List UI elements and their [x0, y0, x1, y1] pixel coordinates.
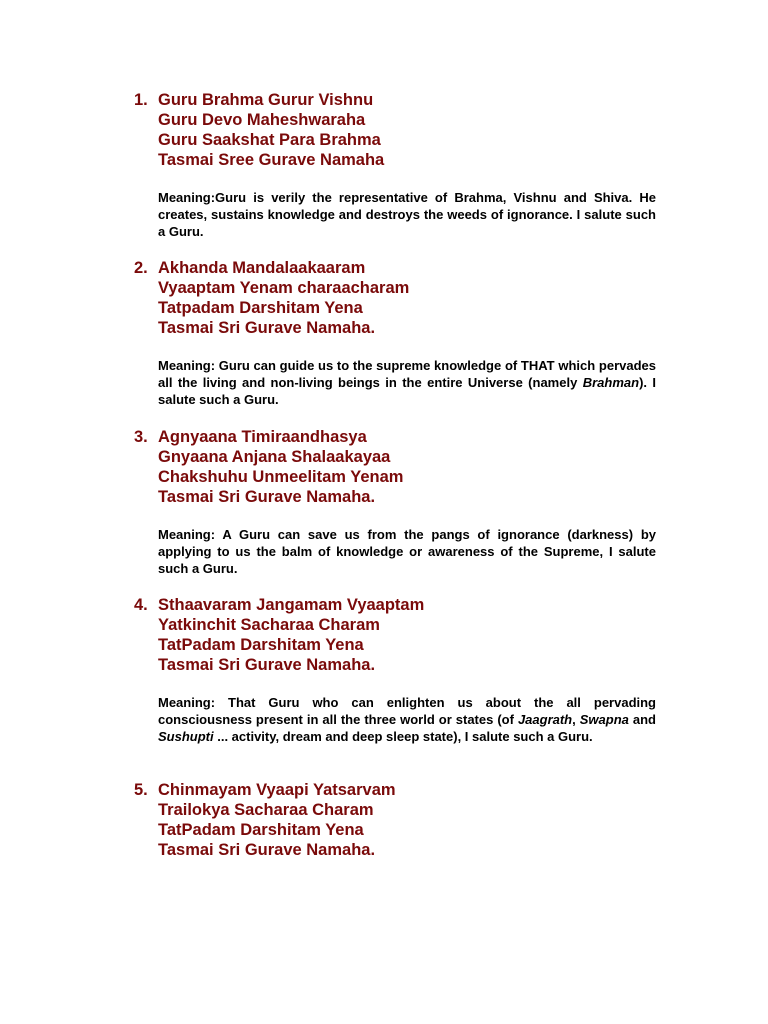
- verse-text: [158, 90, 656, 170]
- verse-number: 2.: [134, 259, 148, 277]
- verse-meaning: Meaning:Guru is verily the representative of Brahma, Vishnu and Shiva. He creates, sustains knowledge and destroys the weeds of ignorance. I salute such a Guru.: [158, 190, 656, 239]
- verse-line: Yatkinchit Sacharaa Charam: [158, 616, 380, 634]
- verse-meaning: [158, 357, 656, 408]
- meaning-text: ). I salute such a Guru.: [158, 375, 656, 407]
- verse-text: [158, 780, 656, 860]
- verse-line: Tasmai Sree Gurave Namaha: [158, 151, 385, 169]
- meaning-italic-term: Brahman: [582, 375, 640, 390]
- meaning-text: and: [628, 712, 656, 727]
- verse-line: Tatpadam Darshitam Yena: [158, 299, 363, 317]
- meaning-text: Meaning: Guru can guide us to the supreme knowledge of THAT which pervades all the living and non-living beings in the entire Universe (namely: [158, 358, 656, 390]
- verse-line: Vyaaptam Yenam charaacharam: [158, 279, 410, 297]
- meaning-italic-term: Jaagrath: [517, 712, 573, 727]
- meaning-text: ... activity, dream and deep sleep state), I salute such a Guru.: [213, 729, 593, 744]
- verse-entry-4: [134, 595, 656, 745]
- verse-meaning: Meaning: A Guru can save us from the pangs of ignorance (darkness) by applying to us the balm of knowledge or awareness of the Supreme, I salute such a Guru.: [158, 527, 656, 576]
- verse-line: Tasmai Sri Gurave Namaha.: [158, 319, 376, 337]
- meaning-italic-term: Swapna: [579, 712, 629, 727]
- verse-entry-1: [134, 90, 656, 240]
- verse-line: Chinmayam Vyaapi Yatsarvam: [158, 781, 396, 799]
- verse-entry-2: [134, 258, 656, 408]
- verse-text: [158, 427, 656, 507]
- verse-entry-3: [134, 427, 656, 577]
- verse-line: Sthaavaram Jangamam Vyaaptam: [158, 596, 425, 614]
- verse-number: 5.: [134, 781, 148, 799]
- verse-line: Guru Brahma Gurur Vishnu: [158, 91, 374, 109]
- verse-line: Guru Saakshat Para Brahma: [158, 131, 381, 149]
- verse-line: TatPadam Darshitam Yena: [158, 821, 364, 839]
- verse-number: 4.: [134, 596, 148, 614]
- verse-number: 1.: [134, 91, 148, 109]
- verse-line: Trailokya Sacharaa Charam: [158, 801, 374, 819]
- meaning-italic-term: Sushupti: [158, 729, 214, 744]
- verse-text: [158, 595, 656, 675]
- verse-line: Tasmai Sri Gurave Namaha.: [158, 488, 376, 506]
- verse-line: Akhanda Mandalaakaaram: [158, 259, 366, 277]
- verse-line: Chakshuhu Unmeelitam Yenam: [158, 468, 404, 486]
- verse-text: [158, 258, 656, 338]
- verse-meaning: [158, 694, 656, 745]
- verse-line: Guru Devo Maheshwaraha: [158, 111, 366, 129]
- verse-entry-5: [134, 780, 656, 860]
- verse-line: Tasmai Sri Gurave Namaha.: [158, 841, 376, 859]
- verse-line: Tasmai Sri Gurave Namaha.: [158, 656, 376, 674]
- verse-line: Gnyaana Anjana Shalaakayaa: [158, 448, 391, 466]
- meaning-text: Meaning: That Guru who can enlighten us about the all pervading consciousness present in all the three world or states (of: [158, 695, 656, 727]
- verse-line: TatPadam Darshitam Yena: [158, 636, 364, 654]
- meaning-text: ,: [572, 712, 580, 727]
- verse-line: Agnyaana Timiraandhasya: [158, 428, 367, 446]
- verse-number: 3.: [134, 428, 148, 446]
